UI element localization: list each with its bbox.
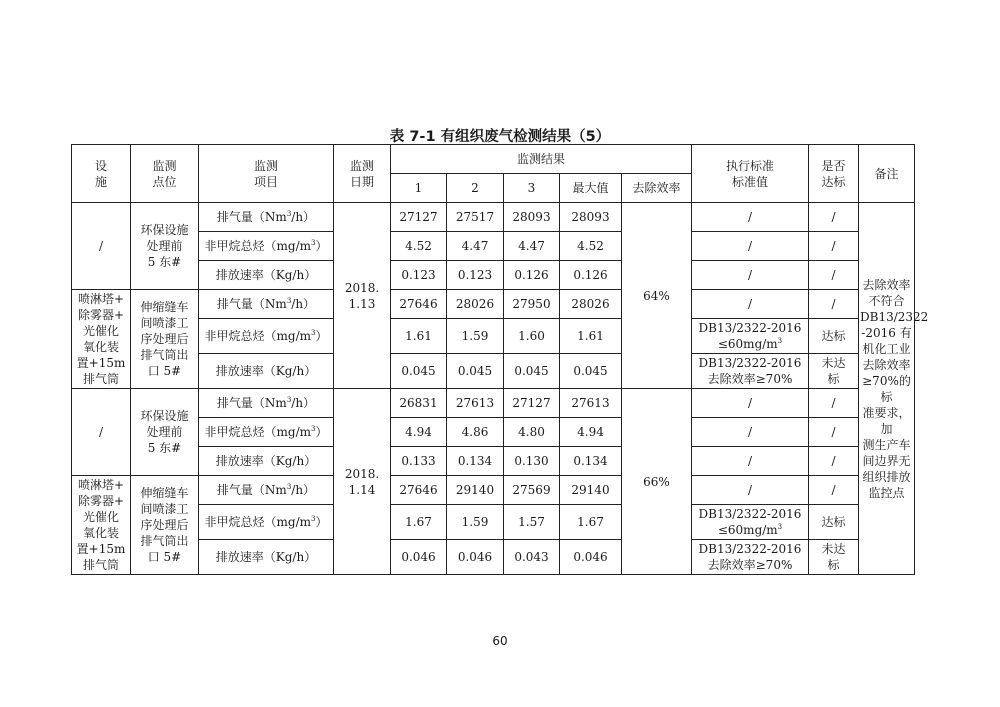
header-efficiency: 去除效率: [622, 174, 692, 203]
table-row: [72, 261, 915, 290]
table-row: [72, 447, 915, 476]
compliance-cell: 未达 标: [809, 354, 859, 389]
item-exhaust: 排气量（Nm$^3$/h）: [199, 389, 334, 418]
emission-results-table: [71, 144, 929, 575]
standard-cell: DB13/2322-2016 $\le 60mg/m^3$: [692, 319, 809, 354]
value-run-3: 0.043: [504, 540, 560, 575]
value-run-1: 0.046: [391, 540, 447, 575]
header-date: 监测 日期: [334, 145, 391, 203]
value-max: 0.046: [560, 540, 622, 575]
standard-cell: /: [692, 389, 809, 418]
value-run-2: 0.046: [447, 540, 504, 575]
table-row: [72, 203, 915, 232]
value-run-3: 28093: [504, 203, 560, 232]
table-title: 表 7-1 有组织废气检测结果（5）: [389, 129, 611, 145]
facility-cell: 喷淋塔+ 除雾器+ 光催化 氧化装 置+15m 排气筒: [72, 476, 131, 575]
header-item: 监测 项目: [199, 145, 334, 203]
value-run-3: 1.60: [504, 319, 560, 354]
standard-cell: DB13/2322-2016 去除效率≥70%: [692, 354, 809, 389]
header-standard: 执行标准 标准值: [692, 145, 809, 203]
header-point: 监测 点位: [131, 145, 199, 203]
compliance-cell: /: [809, 290, 859, 319]
efficiency-cell: 64%: [622, 203, 692, 389]
item-rate: 排放速率（Kg/h）: [199, 447, 334, 476]
value-run-3: 0.130: [504, 447, 560, 476]
compliance-cell: /: [809, 418, 859, 447]
value-run-2: 27613: [447, 389, 504, 418]
value-run-3: 1.57: [504, 505, 560, 540]
monitoring-point-cell: 伸缩缝车 间喷漆工 序处理后 排气筒出 口 5#: [131, 476, 199, 575]
standard-cell: /: [692, 290, 809, 319]
compliance-cell: 达标: [809, 319, 859, 354]
value-max: 0.134: [560, 447, 622, 476]
value-run-1: 4.52: [391, 232, 447, 261]
value-run-1: 1.61: [391, 319, 447, 354]
table-row: [72, 505, 915, 540]
header-remark: 备注: [859, 145, 915, 203]
value-run-1: 0.045: [391, 354, 447, 389]
table-row: [72, 319, 915, 354]
table-row: [72, 476, 915, 505]
value-run-1: 0.133: [391, 447, 447, 476]
facility-cell: /: [72, 203, 131, 290]
value-run-3: 0.126: [504, 261, 560, 290]
item-exhaust: 排气量（Nm$^3$/h）: [199, 290, 334, 319]
value-run-1: 1.67: [391, 505, 447, 540]
standard-cell: /: [692, 447, 809, 476]
table-row: [72, 540, 915, 575]
remark-cell: 去除效率 不符合 DB13/2322 -2016 有 机化工业 去除效率 ≥70%的标 准要求，加 测生产车 间边界无 组织排放 监控点: [859, 203, 915, 575]
table-row: [72, 418, 915, 447]
standard-cell: DB13/2322-2016 去除效率≥70%: [692, 540, 809, 575]
header-run-3: 3: [504, 174, 560, 203]
header-results: 监测结果: [391, 145, 692, 174]
value-max: 1.61: [560, 319, 622, 354]
value-run-1: 27646: [391, 290, 447, 319]
value-run-1: 0.123: [391, 261, 447, 290]
item-nmhc: 非甲烷总烃$(mg/m^3)$: [199, 319, 334, 354]
header-run-1: 1: [391, 174, 447, 203]
efficiency-cell: 66%: [622, 389, 692, 575]
value-run-2: 1.59: [447, 505, 504, 540]
standard-cell: /: [692, 261, 809, 290]
date-cell: 2018. 1.13: [334, 203, 391, 389]
value-run-3: 0.045: [504, 354, 560, 389]
value-run-3: 27950: [504, 290, 560, 319]
table-row: [72, 232, 915, 261]
value-run-1: 27127: [391, 203, 447, 232]
value-run-3: 27569: [504, 476, 560, 505]
item-rate: 排放速率（Kg/h）: [199, 354, 334, 389]
table-row: [72, 290, 915, 319]
compliance-cell: /: [809, 203, 859, 232]
table-row: [72, 354, 915, 389]
value-run-1: 4.94: [391, 418, 447, 447]
compliance-cell: 未达 标: [809, 540, 859, 575]
value-run-2: 28026: [447, 290, 504, 319]
value-max: 0.126: [560, 261, 622, 290]
value-max: 1.67: [560, 505, 622, 540]
compliance-cell: /: [809, 447, 859, 476]
item-exhaust: 排气量（Nm$^3$/h）: [199, 476, 334, 505]
item-exhaust: 排气量（Nm$^3$/h）: [199, 203, 334, 232]
date-cell: 2018. 1.14: [334, 389, 391, 575]
value-run-2: 0.045: [447, 354, 504, 389]
monitoring-point-cell: 环保设施 处理前 5 东#: [131, 389, 199, 476]
compliance-cell: /: [809, 389, 859, 418]
page-number: 60: [492, 634, 508, 648]
table-row: [72, 389, 915, 418]
standard-cell: /: [692, 476, 809, 505]
facility-cell: 喷淋塔+ 除雾器+ 光催化 氧化装 置+15m 排气筒: [72, 290, 131, 389]
value-run-2: 1.59: [447, 319, 504, 354]
value-max: 28026: [560, 290, 622, 319]
monitoring-point-cell: 环保设施 处理前 5 东#: [131, 203, 199, 290]
standard-cell: /: [692, 203, 809, 232]
header-facility: 设 施: [72, 145, 131, 203]
monitoring-point-cell: 伸缩缝车 间喷漆工 序处理后 排气筒出 口 5#: [131, 290, 199, 389]
value-run-1: 27646: [391, 476, 447, 505]
value-run-3: 4.80: [504, 418, 560, 447]
value-run-3: 4.47: [504, 232, 560, 261]
value-max: 4.52: [560, 232, 622, 261]
value-run-2: 27517: [447, 203, 504, 232]
header-max: 最大值: [560, 174, 622, 203]
item-nmhc: 非甲烷总烃$(mg/m^3)$: [199, 418, 334, 447]
value-max: 4.94: [560, 418, 622, 447]
compliance-cell: /: [809, 476, 859, 505]
compliance-cell: /: [809, 232, 859, 261]
value-run-1: 26831: [391, 389, 447, 418]
standard-cell: DB13/2322-2016 $\le 60mg/m^3$: [692, 505, 809, 540]
value-run-2: 0.123: [447, 261, 504, 290]
value-run-2: 4.86: [447, 418, 504, 447]
compliance-cell: /: [809, 261, 859, 290]
value-run-2: 0.134: [447, 447, 504, 476]
item-rate: 排放速率（Kg/h）: [199, 261, 334, 290]
item-rate: 排放速率（Kg/h）: [199, 540, 334, 575]
header-compliant: 是否 达标: [809, 145, 859, 203]
value-run-2: 29140: [447, 476, 504, 505]
standard-cell: /: [692, 232, 809, 261]
value-max: 29140: [560, 476, 622, 505]
value-max: 0.045: [560, 354, 622, 389]
compliance-cell: 达标: [809, 505, 859, 540]
value-run-3: 27127: [504, 389, 560, 418]
item-nmhc: 非甲烷总烃$(mg/m^3)$: [199, 232, 334, 261]
facility-cell: /: [72, 389, 131, 476]
header-run-2: 2: [447, 174, 504, 203]
standard-cell: /: [692, 418, 809, 447]
value-max: 27613: [560, 389, 622, 418]
value-run-2: 4.47: [447, 232, 504, 261]
item-nmhc: 非甲烷总烃$(mg/m^3)$: [199, 505, 334, 540]
value-max: 28093: [560, 203, 622, 232]
